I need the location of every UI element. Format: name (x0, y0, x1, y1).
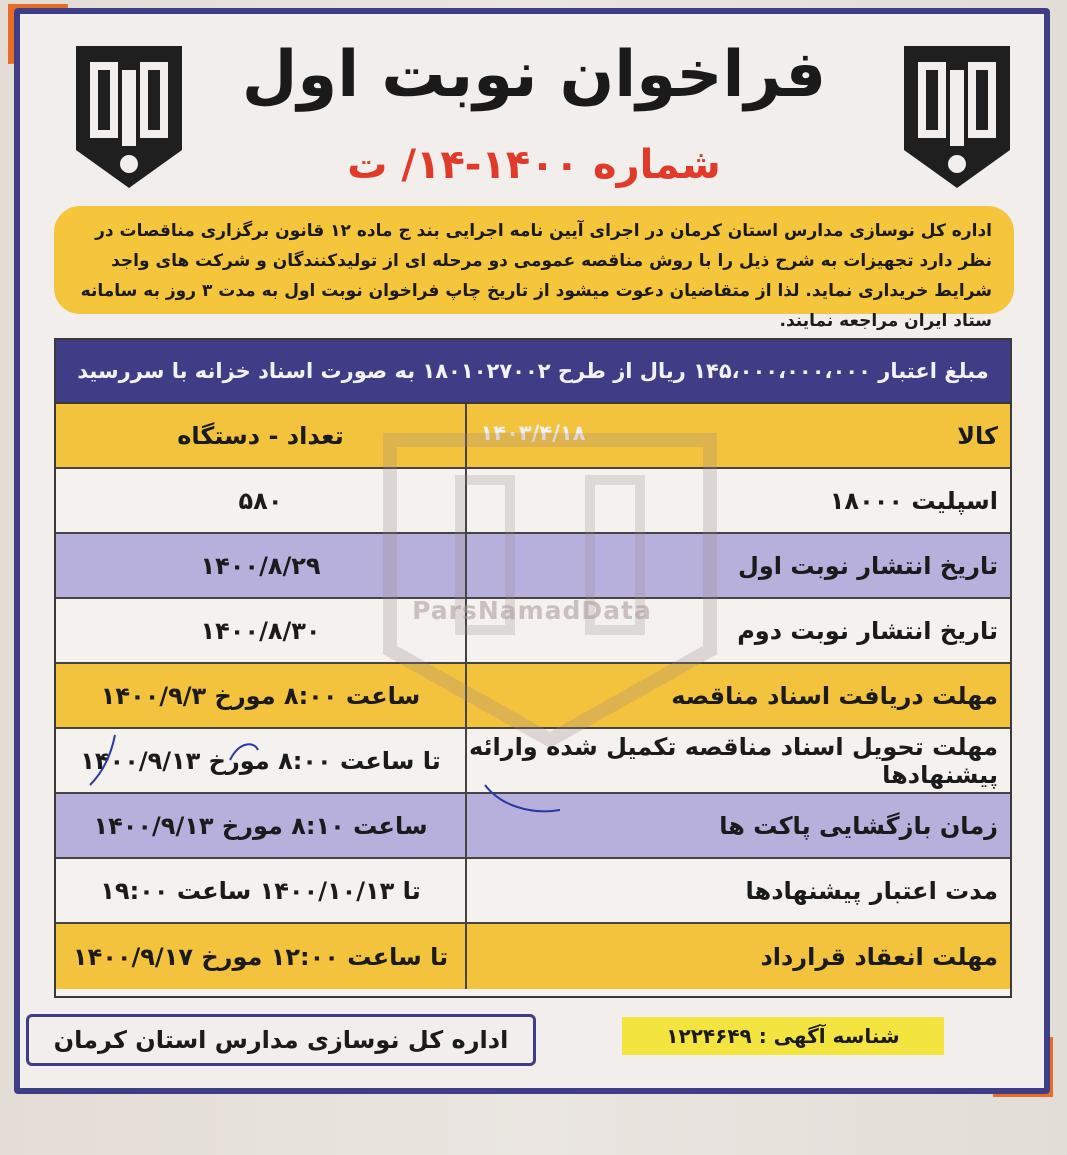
table-cell-label: مدت اعتبار پیشنهادها (465, 859, 1010, 922)
table-cell-value: تا ساعت ۱۲:۰۰ مورخ ۱۴۰۰/۹/۱۷ (72, 942, 449, 971)
table-cell-label: تاریخ انتشار نوبت اول (465, 534, 1010, 597)
table-row (56, 794, 1010, 859)
table-row (56, 729, 1010, 794)
table-row (56, 534, 1010, 599)
table-cell-label: کالا (465, 404, 1010, 467)
table-cell-value: ساعت ۸:۱۰ مورخ ۱۴۰۰/۹/۱۳ (93, 811, 428, 840)
emblem-logo-icon (898, 40, 1016, 192)
table-cell-label: اسپلیت ۱۸۰۰۰ (465, 469, 1010, 532)
table-row (56, 664, 1010, 729)
table-cell-label: زمان بازگشایی پاکت ها (465, 794, 1010, 857)
table-cell-value: ۱۴۰۰/۸/۲۹ (200, 551, 321, 580)
table-cell-value: تا ۱۴۰۰/۱۰/۱۳ ساعت ۱۹:۰۰ (100, 876, 421, 905)
table-cell-label: مهلت تحویل اسناد مناقصه تکمیل شده وارائه پیشنهادها (465, 729, 1010, 792)
table-cell-label: مهلت انعقاد قرارداد (465, 924, 1010, 989)
table-row (56, 924, 1010, 989)
intro-paragraph: اداره کل نوسازی مدارس استان کرمان در اجرای آیین نامه اجرایی بند ج ماده ۱۲ قانون برگزاری مناقصات در نظر دارد تجهیزات به شرح ذیل را با روش مناقصه عمومی دو مرحله ای از تولیدکنندگان و شرکت های واجد شرایط خریداری نماید. لذا از متقاضیان دعوت میشود از تاریخ چاپ فراخوان نوبت اول به مدت ۳ روز به سامانه ستاد ایران مراجعه نمایند. (54, 206, 1014, 314)
watermark-text: ParsNamadData (412, 596, 652, 625)
emblem-logo-icon (70, 40, 188, 192)
table-row (56, 469, 1010, 534)
table-cell-value: ۵۸۰ (238, 486, 283, 515)
table-cell-value: تا ساعت ۸:۰۰ مورخ ۱۴۰۰/۹/۱۳ (80, 746, 441, 775)
page-title: فراخوان نوبت اول (241, 38, 827, 112)
table-cell-label: مهلت دریافت اسناد مناقصه (465, 664, 1010, 727)
table-cell-label: تاریخ انتشار نوبت دوم (465, 599, 1010, 662)
table-cell-value: ۱۴۰۰/۸/۳۰ (200, 616, 321, 645)
table-header-row (56, 404, 1010, 469)
organization-name: اداره کل نوسازی مدارس استان کرمان (26, 1014, 536, 1066)
table-cell-value: تعداد - دستگاه (177, 421, 344, 450)
tender-table (54, 338, 1012, 998)
budget-banner: مبلغ اعتبار ۱۴۵،۰۰۰،۰۰۰،۰۰۰ ریال از طرح ۱۸۰۱۰۲۷۰۰۲ به صورت اسناد خزانه با سررسید ۱۴۰۳/۴/۱۸ (56, 340, 1010, 404)
tender-number: شماره ۱۴۰۰-۱۴/ ت (347, 142, 721, 188)
table-row (56, 859, 1010, 924)
table-cell-value: ساعت ۸:۰۰ مورخ ۱۴۰۰/۹/۳ (100, 681, 421, 710)
ad-id-badge: شناسه آگهی : ۱۲۲۴۶۴۹ (622, 1017, 944, 1055)
